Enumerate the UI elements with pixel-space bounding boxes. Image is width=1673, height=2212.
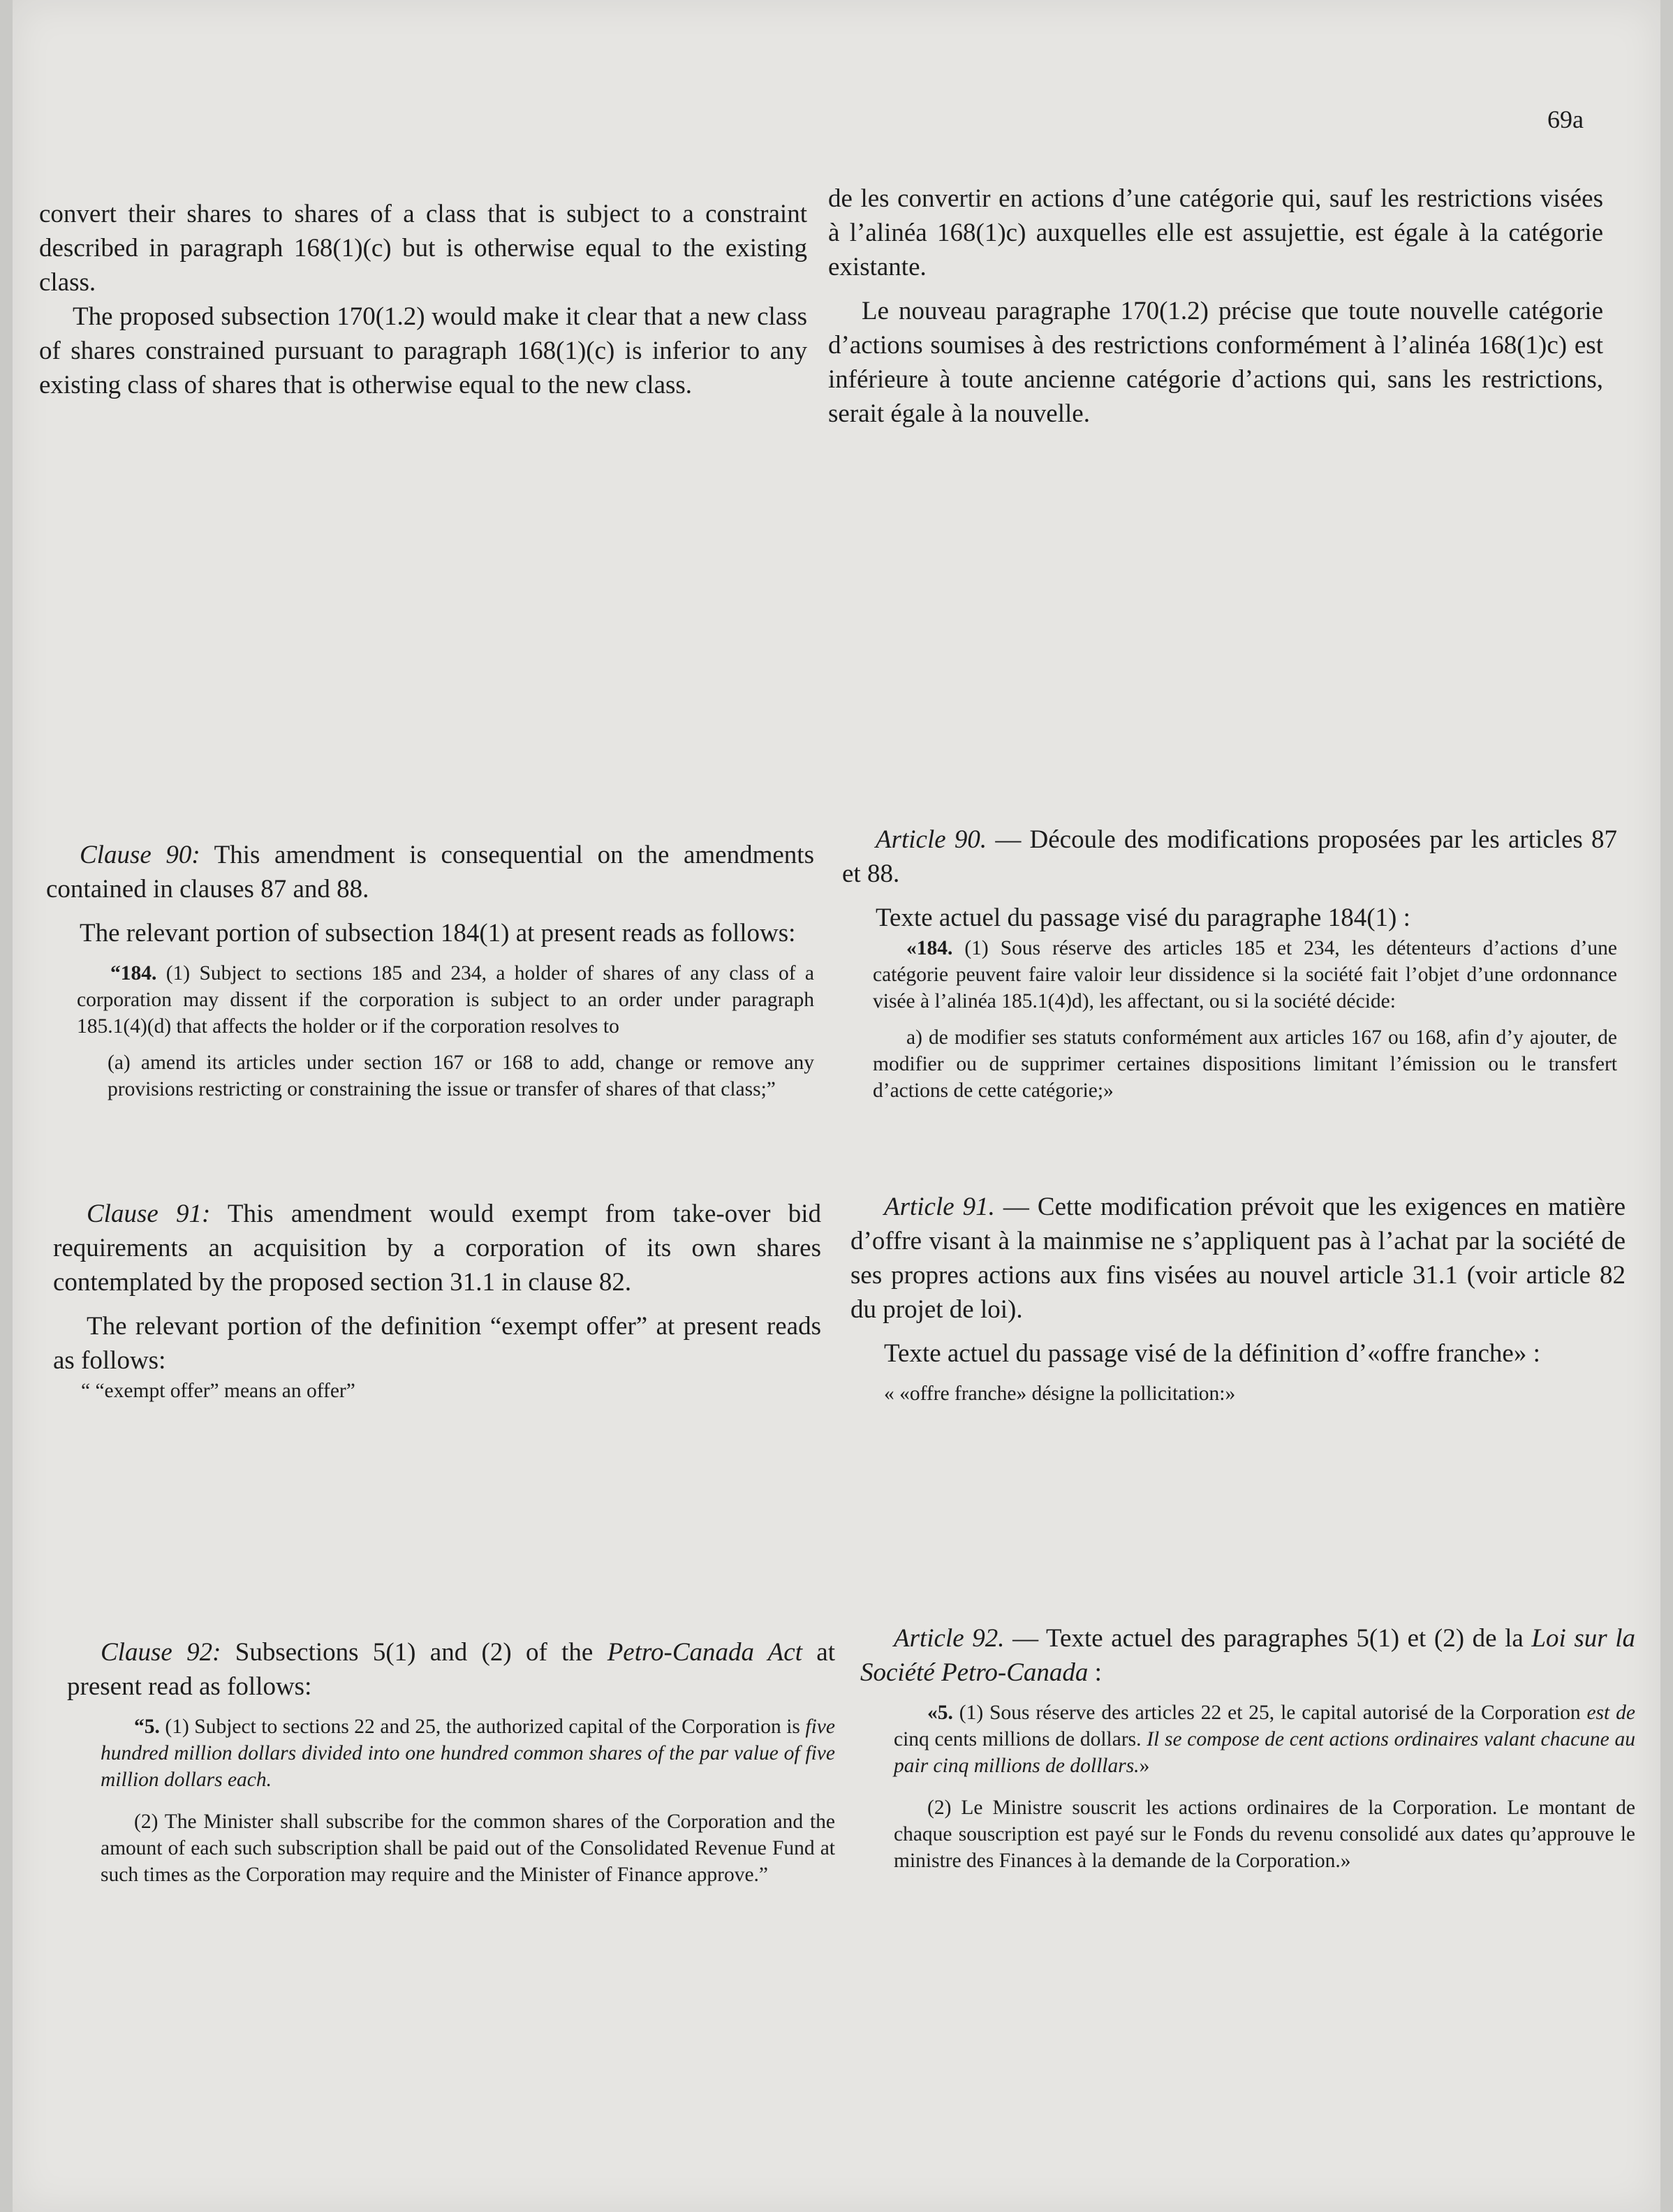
clause-92-text-a: Subsections 5(1) and (2) of the bbox=[221, 1638, 607, 1667]
article-90-quote-text: (1) Sous réserve des articles 185 et 234, les détenteurs d’actions d’une catégorie peuvent faire valoir leur dissidence si la société fait l’objet d’une ordonnance visée à l’alinéa 185.1(4)d), les affectant, ou si la société décide: bbox=[873, 937, 1617, 1012]
clause-92-quote-2: (2) The Minister shall subscribe for the common shares of the Corporation and the amount of each such subscription shall be paid out of the Consolidated Revenue Fund at such times as the Corporation may require and the Minister of Finance approve.” bbox=[101, 1811, 835, 1886]
en-clause-90 bbox=[46, 838, 814, 1103]
article-92-quote-1b: est de bbox=[1586, 1702, 1635, 1724]
article-92-act-title: Loi sur la Société Petro-Canada bbox=[860, 1624, 1636, 1687]
en-intro-paragraph-1: convert their shares to shares of a class that is subject to a constraint described in paragraph 168(1)(c) but is otherwise equal to the existing class. bbox=[39, 200, 807, 297]
clause-91-text: This amendment would exempt from take-over bid requirements an acquisition by a corporation of its own shares contemplated by the proposed section 31.1 in clause 82. bbox=[53, 1200, 821, 1297]
article-91-label: Article 91. bbox=[884, 1193, 995, 1221]
en-clause-91 bbox=[53, 1197, 821, 1404]
clause-92-quote-1b: five hundred million dollars divided into one hundred common shares of the par value of five million dollars each. bbox=[101, 1716, 835, 1791]
page-number: 69a bbox=[1547, 105, 1584, 133]
clause-90-quote-para-a: (a) amend its articles under section 167 or 168 to add, change or remove any provisions restricting or constraining the issue or transfer of shares of that class;” bbox=[108, 1052, 814, 1100]
clause-92-act-title: Petro-Canada Act bbox=[607, 1638, 802, 1667]
clause-91-label: Clause 91: bbox=[87, 1200, 211, 1228]
article-90-quote-number: «184. bbox=[906, 937, 953, 959]
article-92-text-a: — Texte actuel des paragraphes 5(1) et (2) de la bbox=[1004, 1624, 1532, 1653]
fr-article-92 bbox=[860, 1621, 1635, 1874]
clause-90-quote-number: “184. bbox=[110, 962, 157, 985]
article-91-texte-actuel: Texte actuel du passage visé de la définition d’«offre franche» : bbox=[884, 1339, 1540, 1368]
article-90-label: Article 90. bbox=[876, 825, 987, 854]
article-92-text-b: : bbox=[1088, 1658, 1102, 1687]
fr-intro-paragraph-2: Le nouveau paragraphe 170(1.2) précise que toute nouvelle catégorie d’actions soumises à des restrictions conformément à l’alinéa 168(1)c) est inférieure à toute ancienne catégorie d’actions qui, sans les restrictions, serait égale à la nouvelle. bbox=[828, 297, 1603, 428]
document-page bbox=[13, 0, 1660, 2212]
article-90-texte-actuel: Texte actuel du passage visé du paragraphe 184(1) : bbox=[876, 904, 1410, 932]
clause-92-text-b: at present read as follows: bbox=[67, 1638, 836, 1701]
article-92-quote-number: «5. bbox=[927, 1702, 953, 1724]
en-intro-block bbox=[39, 197, 807, 402]
article-92-quote-1a: (1) Sous réserve des articles 22 et 25, le capital autorisé de la Corporation bbox=[952, 1702, 1587, 1724]
article-92-quote-2: (2) Le Ministre souscrit les actions ordinaires de la Corporation. Le montant de chaque souscription est payé sur le Fonds du revenu consolidé aux dates qu’approuve le ministre des Finances à la demande de la Corporation.» bbox=[894, 1797, 1635, 1872]
clause-92-quote-1a: (1) Subject to sections 22 and 25, the authorized capital of the Corporation is bbox=[159, 1716, 806, 1738]
clause-92-label: Clause 92: bbox=[101, 1638, 221, 1667]
article-91-text: — Cette modification prévoit que les exigences en matière d’offre visant à la mainmise ne s’appliquent pas à l’achat par la société de ses propres actions aux fins visées au nouvel article 31.1 (voir article 82 du projet de loi). bbox=[850, 1193, 1626, 1324]
clause-91-relevant: The relevant portion of the definition “exempt offer” at present reads as follows: bbox=[53, 1312, 821, 1375]
article-92-quote-1e: » bbox=[1139, 1755, 1150, 1777]
en-clause-92 bbox=[67, 1635, 835, 1888]
clause-90-quote-text: (1) Subject to sections 185 and 234, a holder of shares of any class of a corporation may dissent if the corporation is subject to an order under paragraph 185.1(4)(d) that affects the holder or if the corporation resolves to bbox=[77, 962, 814, 1038]
article-92-label: Article 92. bbox=[894, 1624, 1005, 1653]
article-90-text: — Découle des modifications proposées par les articles 87 et 88. bbox=[842, 825, 1617, 888]
clause-90-relevant: The relevant portion of subsection 184(1) at present reads as follows: bbox=[80, 919, 796, 948]
clause-90-text: This amendment is consequential on the amendments contained in clauses 87 and 88. bbox=[46, 841, 814, 904]
article-90-quote-para-a: a) de modifier ses statuts conformément aux articles 167 ou 168, afin d’y ajouter, de modifier ou de supprimer certaines dispositions limitant l’émission ou le transfert d’actions de cette catégorie;» bbox=[873, 1026, 1617, 1102]
clause-92-quote-number: “5. bbox=[134, 1716, 160, 1738]
clause-90-label: Clause 90: bbox=[80, 841, 200, 869]
article-92-quote-1d: Il se compose de cent actions ordinaires valant chacune au pair cinq millions de dolllars. bbox=[894, 1728, 1635, 1777]
fr-article-91 bbox=[850, 1190, 1626, 1407]
fr-intro-paragraph-1: de les convertir en actions d’une catégorie qui, sauf les restrictions visées à l’alinéa 168(1)c) auxquelles elle est assujettie, est égale à la catégorie existante. bbox=[828, 184, 1603, 281]
fr-article-90 bbox=[842, 823, 1617, 1104]
fr-intro-block bbox=[828, 182, 1603, 431]
article-92-quote-1c: cinq cents millions de dollars. bbox=[894, 1728, 1147, 1750]
en-intro-paragraph-2: The proposed subsection 170(1.2) would make it clear that a new class of shares constrained pursuant to paragraph 168(1)(c) is inferior to any existing class of shares that is otherwise equal to the new class. bbox=[39, 302, 807, 399]
article-91-quote: « «offre franche» désigne la pollicitation:» bbox=[884, 1382, 1236, 1405]
clause-91-quote: “ “exempt offer” means an offer” bbox=[81, 1380, 355, 1402]
